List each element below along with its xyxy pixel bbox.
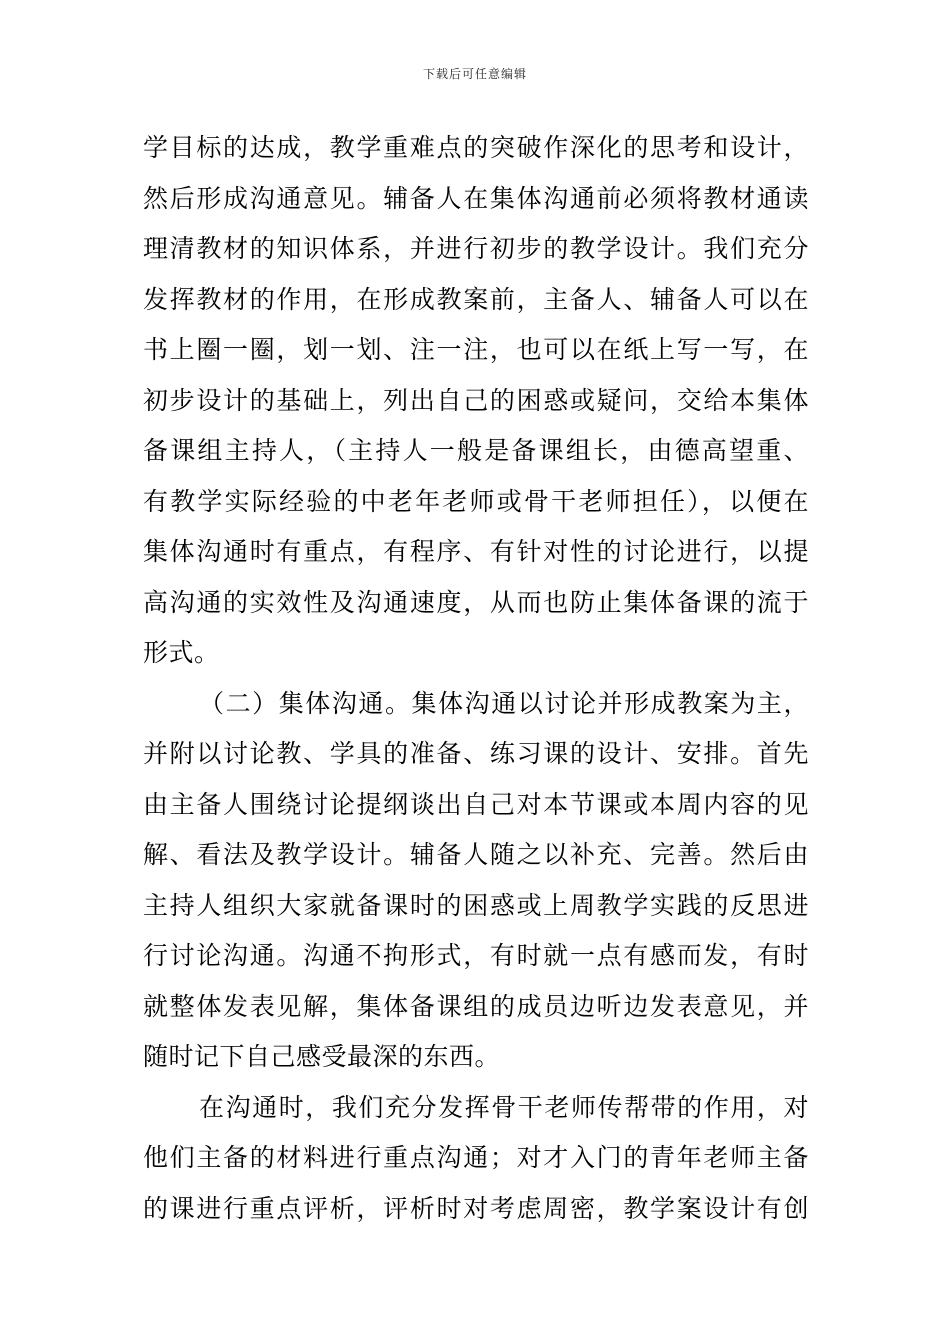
text-line: 并附以讨论教、学具的准备、练习课的设计、安排。首先 xyxy=(143,739,809,768)
text-line: 在沟通时，我们充分发挥骨干老师传帮带的作用，对 xyxy=(199,1092,809,1122)
text-line: 主持人组织大家就备课时的困惑或上周教学实践的反思进 xyxy=(143,890,809,920)
text-line: 他们主备的材料进行重点沟通；对才入门的青年老师主备 xyxy=(143,1143,809,1172)
page-header-note: 下载后可任意编辑 xyxy=(422,67,527,81)
text-line: 集体沟通时有重点，有程序、有针对性的讨论进行，以提 xyxy=(143,537,809,566)
text-line: 发挥教材的作用，在形成教案前，主备人、辅备人可以在 xyxy=(143,284,809,314)
text-line: 的课进行重点评析，评析时对考虑周密，教学案设计有创 xyxy=(143,1193,809,1223)
text-line: 初步设计的基础上，列出自己的困惑或疑问，交给本集体 xyxy=(143,385,809,415)
text-line: 有教学实际经验的中老年老师或骨干老师担任），以便在 xyxy=(143,486,809,516)
text-line: 就整体发表见解，集体备课组的成员边听边发表意见，并 xyxy=(143,991,809,1021)
text-line: （二）集体沟通。集体沟通以讨论并形成教案为主， xyxy=(199,688,809,718)
text-line: 学目标的达成，教学重难点的突破作深化的思考和设计， xyxy=(143,133,809,162)
text-line: 由主备人围绕讨论提纲谈出自己对本节课或本周内容的见 xyxy=(143,789,809,819)
text-line: 理清教材的知识体系，并进行初步的教学设计。我们充分 xyxy=(143,234,809,263)
text-line: 书上圈一圈，划一划、注一注，也可以在纸上写一写，在 xyxy=(143,335,809,364)
text-line: 高沟通的实效性及沟通速度，从而也防止集体备课的流于 xyxy=(143,587,809,617)
text-line: 随时记下自己感受最深的东西。 xyxy=(143,1042,501,1071)
text-line: 行讨论沟通。沟通不拘形式，有时就一点有感而发，有时 xyxy=(143,941,809,970)
text-line: 形式。 xyxy=(143,638,220,667)
text-line: 解、看法及教学设计。辅备人随之以补充、完善。然后由 xyxy=(143,840,809,869)
text-line: 然后形成沟通意见。辅备人在集体沟通前必须将教材通读 xyxy=(143,183,809,213)
document-body xyxy=(143,123,809,1234)
text-line: 备课组主持人，（主持人一般是备课组长，由德高望重、 xyxy=(143,436,809,465)
